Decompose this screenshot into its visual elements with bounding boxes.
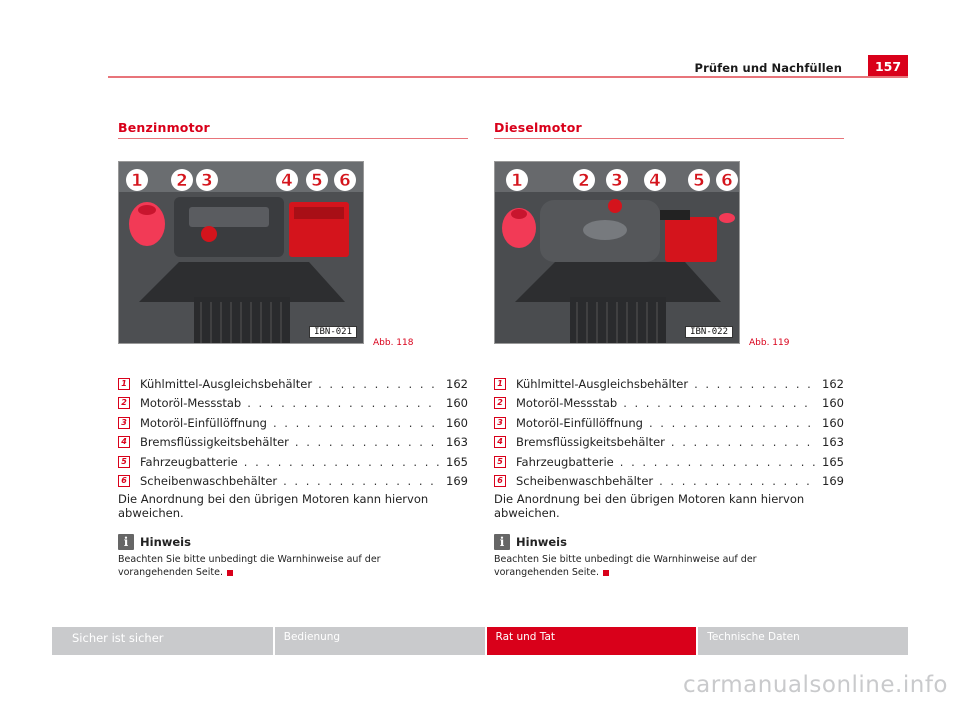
section-end-marker-icon	[227, 570, 233, 576]
dot-leader	[694, 377, 816, 391]
hinweis-text: Beachten Sie bitte unbedingt die Warnhinweise auf der vorangehenden Seite.	[494, 554, 757, 578]
page-header-title: Prüfen und Nachfüllen	[694, 61, 842, 75]
item-page: 163	[446, 435, 468, 450]
item-page: 169	[822, 474, 844, 489]
image-code: IBN-021	[309, 326, 357, 338]
item-number: 3	[118, 417, 130, 429]
arrangement-note: Die Anordnung bei den übrigen Motoren kann hiervon abweichen.	[494, 492, 805, 520]
hinweis-body	[118, 553, 458, 579]
parts-list	[118, 374, 468, 491]
item-name: Motoröl-Messstab	[140, 396, 242, 411]
engine-photo-diesel	[494, 161, 740, 344]
list-item	[494, 374, 844, 394]
dot-leader	[649, 416, 816, 430]
list-item	[118, 413, 468, 433]
item-name: Scheibenwaschbehälter	[140, 474, 278, 489]
dot-leader	[659, 474, 816, 488]
item-number: 6	[118, 475, 130, 487]
header-divider	[108, 76, 908, 78]
item-name: Motoröl-Einfüllöffnung	[516, 415, 643, 430]
callout-3: 3	[611, 171, 623, 191]
site-watermark: carmanualsonline.info	[682, 672, 948, 698]
section-end-marker-icon	[603, 570, 609, 576]
info-icon: i	[494, 534, 510, 550]
dot-leader	[283, 474, 440, 488]
callout-2: 2	[176, 171, 188, 191]
image-code: IBN-022	[685, 326, 733, 338]
item-number: 3	[494, 417, 506, 429]
list-item	[494, 433, 844, 453]
dot-leader	[244, 455, 440, 469]
item-name: Motoröl-Einfüllöffnung	[140, 415, 267, 430]
parts-list	[494, 374, 844, 491]
dot-leader	[247, 396, 440, 410]
section-dieselmotor	[494, 120, 844, 579]
callout-6: 6	[339, 171, 351, 191]
nav-tab-sicher-ist-sicher[interactable]: Sicher ist sicher	[52, 627, 273, 655]
item-number: 6	[494, 475, 506, 487]
dot-leader	[620, 455, 816, 469]
item-page: 160	[822, 396, 844, 411]
callout-3: 3	[201, 171, 213, 191]
hinweis-header	[494, 534, 844, 550]
item-page: 160	[822, 415, 844, 430]
footer-chapter-nav	[52, 627, 908, 655]
list-item	[118, 472, 468, 492]
section-benzinmotor	[118, 120, 468, 579]
item-number: 5	[494, 456, 506, 468]
item-page: 169	[446, 474, 468, 489]
callout-1: 1	[131, 171, 143, 191]
dot-leader	[318, 377, 440, 391]
item-number: 1	[118, 378, 130, 390]
figure-label: Abb. 118	[373, 338, 414, 348]
item-number: 2	[118, 397, 130, 409]
callout-6: 6	[721, 171, 733, 191]
hinweis-header	[118, 534, 468, 550]
item-page: 162	[822, 376, 844, 391]
callout-2: 2	[578, 171, 590, 191]
item-page: 160	[446, 415, 468, 430]
dot-leader	[295, 435, 440, 449]
page-number: 157	[868, 55, 908, 78]
item-number: 2	[494, 397, 506, 409]
nav-tab-bedienung[interactable]: Bedienung	[275, 627, 485, 655]
section-heading: Benzinmotor	[118, 120, 468, 139]
hinweis-label: Hinweis	[516, 535, 567, 549]
nav-tab-technische-daten[interactable]: Technische Daten	[698, 627, 908, 655]
callout-4: 4	[281, 171, 293, 191]
arrangement-note: Die Anordnung bei den übrigen Motoren kann hiervon abweichen.	[118, 492, 429, 520]
list-item	[118, 433, 468, 453]
item-name: Kühlmittel-Ausgleichsbehälter	[516, 376, 689, 391]
item-page: 163	[822, 435, 844, 450]
info-icon: i	[118, 534, 134, 550]
nav-tab-rat-und-tat[interactable]: Rat und Tat	[487, 627, 697, 655]
callout-4: 4	[649, 171, 661, 191]
figure-119	[494, 161, 790, 348]
dot-leader	[273, 416, 440, 430]
item-name: Bremsflüssigkeitsbehälter	[516, 435, 665, 450]
list-item	[494, 452, 844, 472]
dot-leader	[671, 435, 816, 449]
item-name: Fahrzeugbatterie	[516, 454, 614, 469]
list-item	[494, 413, 844, 433]
section-heading: Dieselmotor	[494, 120, 844, 139]
list-item	[494, 394, 844, 414]
figure-label: Abb. 119	[749, 338, 790, 348]
list-item	[118, 374, 468, 394]
item-page: 160	[446, 396, 468, 411]
item-name: Fahrzeugbatterie	[140, 454, 238, 469]
hinweis-body	[494, 553, 834, 579]
item-number: 1	[494, 378, 506, 390]
engine-photo-petrol	[118, 161, 364, 344]
item-number: 5	[118, 456, 130, 468]
callout-1: 1	[511, 171, 523, 191]
dot-leader	[623, 396, 816, 410]
item-page: 165	[446, 454, 468, 469]
item-name: Bremsflüssigkeitsbehälter	[140, 435, 289, 450]
list-item	[494, 472, 844, 492]
callout-5: 5	[311, 171, 323, 191]
item-name: Kühlmittel-Ausgleichsbehälter	[140, 376, 313, 391]
figure-118	[118, 161, 414, 348]
item-page: 162	[446, 376, 468, 391]
list-item	[118, 394, 468, 414]
list-item	[118, 452, 468, 472]
hinweis-label: Hinweis	[140, 535, 191, 549]
callout-5: 5	[693, 171, 705, 191]
hinweis-text: Beachten Sie bitte unbedingt die Warnhinweise auf der vorangehenden Seite.	[118, 554, 381, 578]
item-name: Scheibenwaschbehälter	[516, 474, 654, 489]
item-page: 165	[822, 454, 844, 469]
item-number: 4	[494, 436, 506, 448]
item-number: 4	[118, 436, 130, 448]
item-name: Motoröl-Messstab	[516, 396, 618, 411]
